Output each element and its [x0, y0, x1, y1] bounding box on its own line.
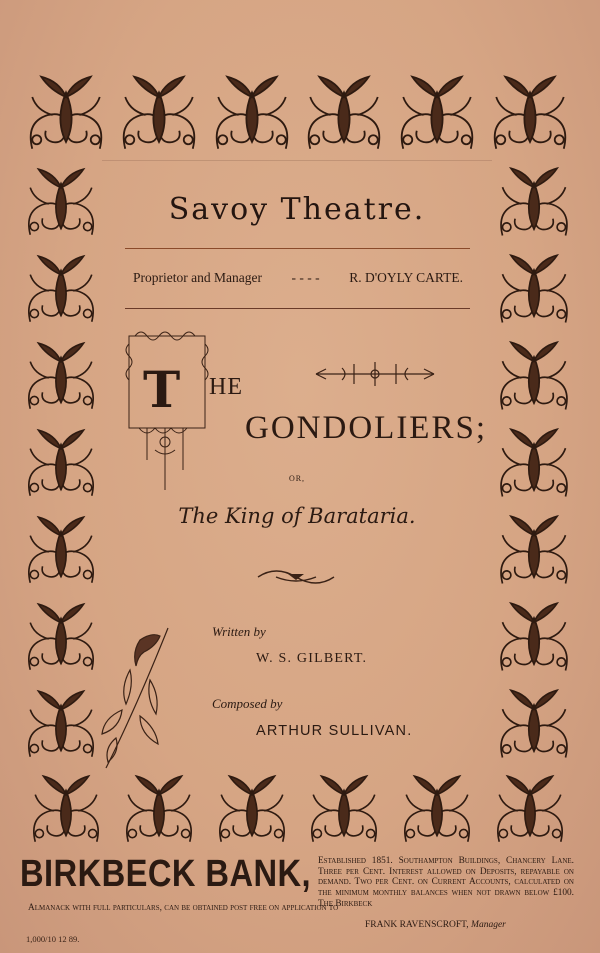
play-subtitle: The King of Barataria. [178, 504, 416, 528]
ornamental-border-left [20, 160, 102, 770]
acanthus-ornament-icon [489, 770, 571, 852]
or-separator: OR, [288, 474, 306, 483]
border-tile [489, 770, 571, 852]
proprietor-name: R. D'OYLY CARTE. [349, 270, 463, 285]
acanthus-ornament-icon [20, 337, 102, 419]
border-tile [211, 770, 293, 852]
acanthus-ornament-icon [492, 510, 576, 594]
manager-name: FRANK RAVENSCROFT, [365, 920, 469, 930]
border-tile [492, 510, 576, 598]
play-title: GONDOLIERS; [245, 410, 487, 446]
manager-signature [365, 920, 506, 930]
acanthus-ornament-icon [492, 249, 576, 333]
acanthus-ornament-icon [485, 70, 575, 160]
title-ornament-icon [312, 360, 438, 388]
border-tile [25, 770, 107, 852]
border-tile [20, 424, 102, 510]
proprietor-dashes: - - - - [291, 270, 320, 285]
border-tile [392, 70, 482, 160]
acanthus-ornament-icon [492, 423, 576, 507]
author-name: W. S. GILBERT. [256, 651, 368, 666]
acanthus-ornament-icon [118, 770, 200, 852]
acanthus-ornament-icon [392, 70, 482, 160]
divider-rule [125, 248, 470, 249]
proprietor-label: Proprietor and Manager [133, 270, 262, 285]
ornamental-border-bottom [20, 770, 576, 852]
border-tile [492, 249, 576, 337]
divider-rule [125, 308, 470, 309]
theatre-title: Savoy Theatre. [168, 192, 426, 227]
acanthus-ornament-icon [20, 424, 102, 506]
border-tile [20, 337, 102, 423]
acanthus-ornament-icon [20, 250, 102, 332]
acanthus-ornament-icon [303, 770, 385, 852]
manager-role: Manager [471, 920, 506, 930]
border-tile [20, 598, 102, 684]
proprietor-line [133, 270, 463, 286]
acanthus-ornament-icon [492, 162, 576, 246]
border-tile [299, 70, 389, 160]
title-initial: T [143, 360, 181, 419]
border-tile [492, 684, 576, 770]
swallow-on-branch-icon [100, 620, 180, 770]
bank-details: Established 1851. Southampton Buildings, Chancery Lane. Three per Cent. Interest allowed on Deposits, repayable on demand. Two per Cent. on Current Accounts, calculated on the minimum monthly balances when not drawn below £100. The Birkbeck [318, 856, 574, 909]
acanthus-ornament-icon [114, 70, 204, 160]
composed-by-label: Composed by [212, 696, 283, 711]
acanthus-ornament-icon [211, 770, 293, 852]
print-code: 1,000/10 12 89. [26, 934, 80, 944]
border-tile [114, 70, 204, 160]
acanthus-ornament-icon [20, 685, 102, 767]
border-tile [20, 511, 102, 597]
border-tile [20, 250, 102, 336]
ornamental-border-top [20, 70, 576, 160]
decorated-the [125, 330, 245, 495]
acanthus-ornament-icon [492, 684, 576, 768]
ornamental-border-right [492, 160, 576, 770]
border-tile [21, 70, 111, 160]
bank-name: BIRKBECK BANK, [20, 853, 312, 895]
acanthus-ornament-icon [492, 597, 576, 681]
border-tile [485, 70, 575, 160]
border-tile [20, 685, 102, 770]
acanthus-ornament-icon [20, 598, 102, 680]
title-rest: HE [209, 374, 243, 400]
border-tile [396, 770, 478, 852]
border-tile [20, 163, 102, 249]
acanthus-ornament-icon [20, 163, 102, 245]
flourish-icon [256, 566, 336, 588]
acanthus-ornament-icon [21, 70, 111, 160]
border-tile [492, 423, 576, 511]
acanthus-ornament-icon [299, 70, 389, 160]
acanthus-ornament-icon [396, 770, 478, 852]
composer-name: ARTHUR SULLIVAN. [256, 723, 413, 739]
border-tile [118, 770, 200, 852]
border-tile [207, 70, 297, 160]
border-tile [303, 770, 385, 852]
acanthus-ornament-icon [25, 770, 107, 852]
acanthus-ornament-icon [492, 336, 576, 420]
written-by-label: Written by [212, 624, 266, 639]
acanthus-ornament-icon [207, 70, 297, 160]
border-tile [492, 597, 576, 685]
acanthus-ornament-icon [20, 511, 102, 593]
border-tile [492, 336, 576, 424]
border-tile [492, 162, 576, 250]
almanack-note: Almanack with full particulars, can be obtained post free on application to [28, 903, 339, 913]
